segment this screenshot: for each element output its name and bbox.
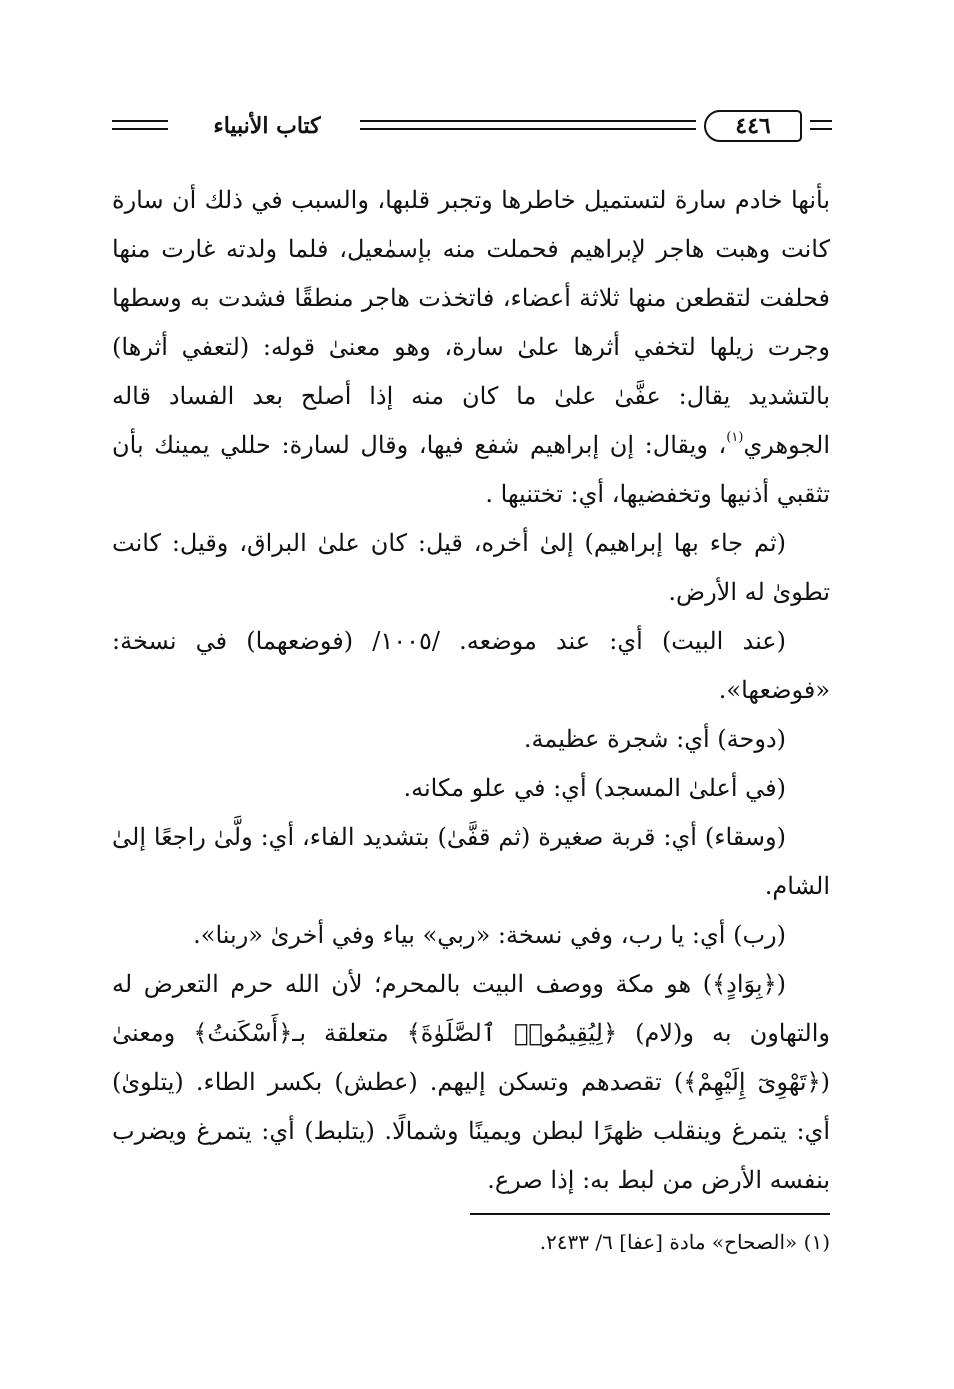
header-rule	[810, 128, 832, 130]
paragraph: (عند البيت) أي: عند موضعه. /١٠٠٥/ (فوضعهما) في نسخة: «فوضعها».	[112, 627, 830, 704]
paragraph: (ثم جاء بها إبراهيم) إلىٰ أخره، قيل: كان علىٰ البراق، وقيل: كانت تطوىٰ له الأرض.	[112, 529, 830, 606]
paragraph: (في أعلىٰ المسجد) أي: في علو مكانه.	[403, 774, 786, 802]
header-rule	[112, 128, 168, 130]
body-text	[112, 176, 830, 1205]
running-title: كتاب الأنبياء	[213, 113, 321, 139]
header-rule	[360, 128, 696, 130]
paragraph: (دوحة) أي: شجرة عظيمة.	[523, 725, 786, 753]
paragraph: (﴿بِوَادٍ﴾) هو مكة ووصف البيت بالمحرم؛ لأن الله حرم التعرض له والتهاون به و(لام) ﴿لِيُقِيمُوا۟ ٱلصَّلَوٰةَ﴾ متعلقة بـ﴿أَسْكَنتُ﴾ ومعنىٰ (﴿تَهْوِىٓ إِلَيْهِمْ﴾) تقصدهم وتسكن إليهم. (عطش) بكسر الطاء. (يتلوىٰ) أي: يتمرغ وينقلب ظهرًا لبطن ويمينًا وشمالًا. (يتلبط) أي: يتمرغ ويضرب بنفسه الأرض من لبط به: إذا صرع.	[112, 970, 831, 1194]
page-number: ٤٤٦	[704, 110, 802, 142]
header-rule	[112, 120, 168, 122]
footnote: (١) «الصحاح» مادة [عفا] ٦/ ٢٤٣٣.	[539, 1230, 830, 1254]
paragraph-text: ، ويقال: إن إبراهيم شفع فيها، وقال لسارة: حللي يمينك بأن تثقبي أذنيها وتخفضيها، أي: تختنيها .	[112, 431, 830, 508]
footnote-separator	[470, 1213, 830, 1215]
footnote-reference[interactable]: (١)	[726, 430, 744, 445]
paragraph	[112, 176, 830, 519]
header-rule	[810, 120, 832, 122]
paragraph: (رب) أي: يا رب، وفي نسخة: «ربي» بياء وفي أخرىٰ «ربنا».	[193, 921, 786, 949]
paragraph-text: بأنها خادم سارة لتستميل خاطرها وتجبر قلبها، والسبب في ذلك أن سارة كانت وهبت هاجر لإبراهيم فحملت منه بإسمٰعيل، فلما ولدته غارت منها فحلفت لتقطعن منها ثلاثة أعضاء، فاتخذت هاجر منطقًا فشدت به وسطها وجرت زيلها لتخفي أثرها علىٰ سارة، وهو معنىٰ قوله: (لتعفي أثرها) بالتشديد يقال: عفَّىٰ علىٰ ما كان منه إذا أصلح بعد الفساد قاله الجوهري	[112, 186, 830, 459]
header-rule	[360, 120, 696, 122]
paragraph: (وسقاء) أي: قربة صغيرة (ثم قفَّىٰ) بتشديد الفاء، أي: ولَّىٰ راجعًا إلىٰ الشام.	[112, 823, 830, 900]
page-header	[112, 104, 832, 148]
